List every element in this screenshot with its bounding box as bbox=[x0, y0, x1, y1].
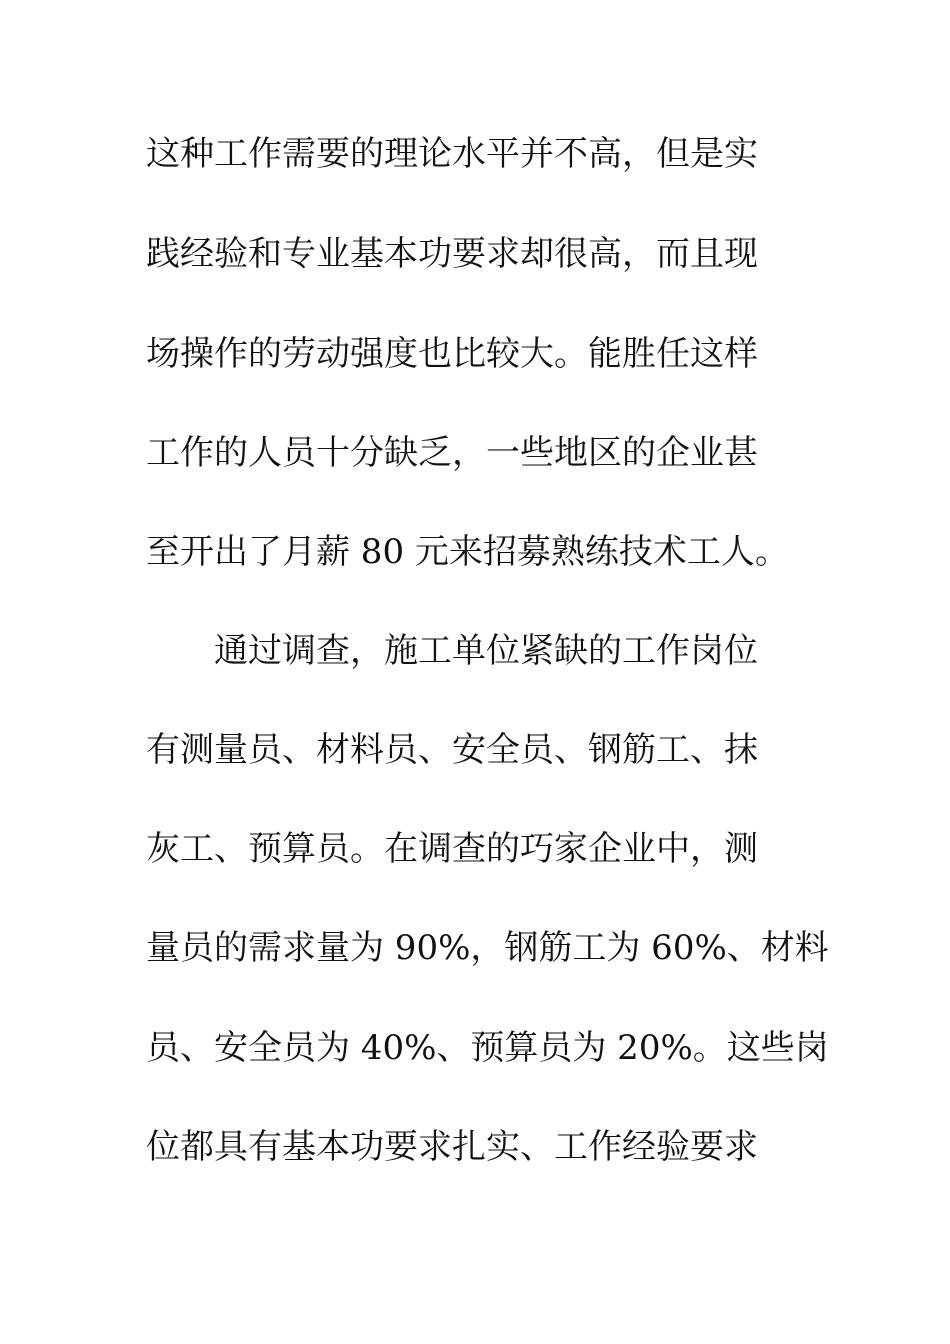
text-line-1: 这种工作需要的理论水平并不高，但是实 bbox=[146, 134, 758, 174]
text-line-7: 有测量员、材料员、安全员、钢筋工、抹 bbox=[146, 730, 758, 770]
text-line-4: 工作的人员十分缺乏，一些地区的企业甚 bbox=[146, 433, 758, 473]
text-line-8: 灰工、预算员。在调查的巧家企业中，测 bbox=[146, 829, 758, 869]
text-line-9: 量员的需求量为 90%，钢筋工为 60%、材料 bbox=[146, 928, 829, 968]
text-line-5: 至开出了月薪 80 元来招募熟练技术工人。 bbox=[146, 532, 789, 572]
paragraph-start-line: 通过调查，施工单位紧缺的工作岗位 bbox=[146, 631, 758, 671]
text-line-3: 场操作的劳动强度也比较大。能胜任这样 bbox=[146, 334, 758, 374]
text-line-10: 员、安全员为 40%、预算员为 20%。这些岗 bbox=[146, 1028, 829, 1068]
text-line-2: 践经验和专业基本功要求却很高，而且现 bbox=[146, 234, 758, 274]
text-line-11: 位都具有基本功要求扎实、工作经验要求 bbox=[146, 1127, 758, 1167]
